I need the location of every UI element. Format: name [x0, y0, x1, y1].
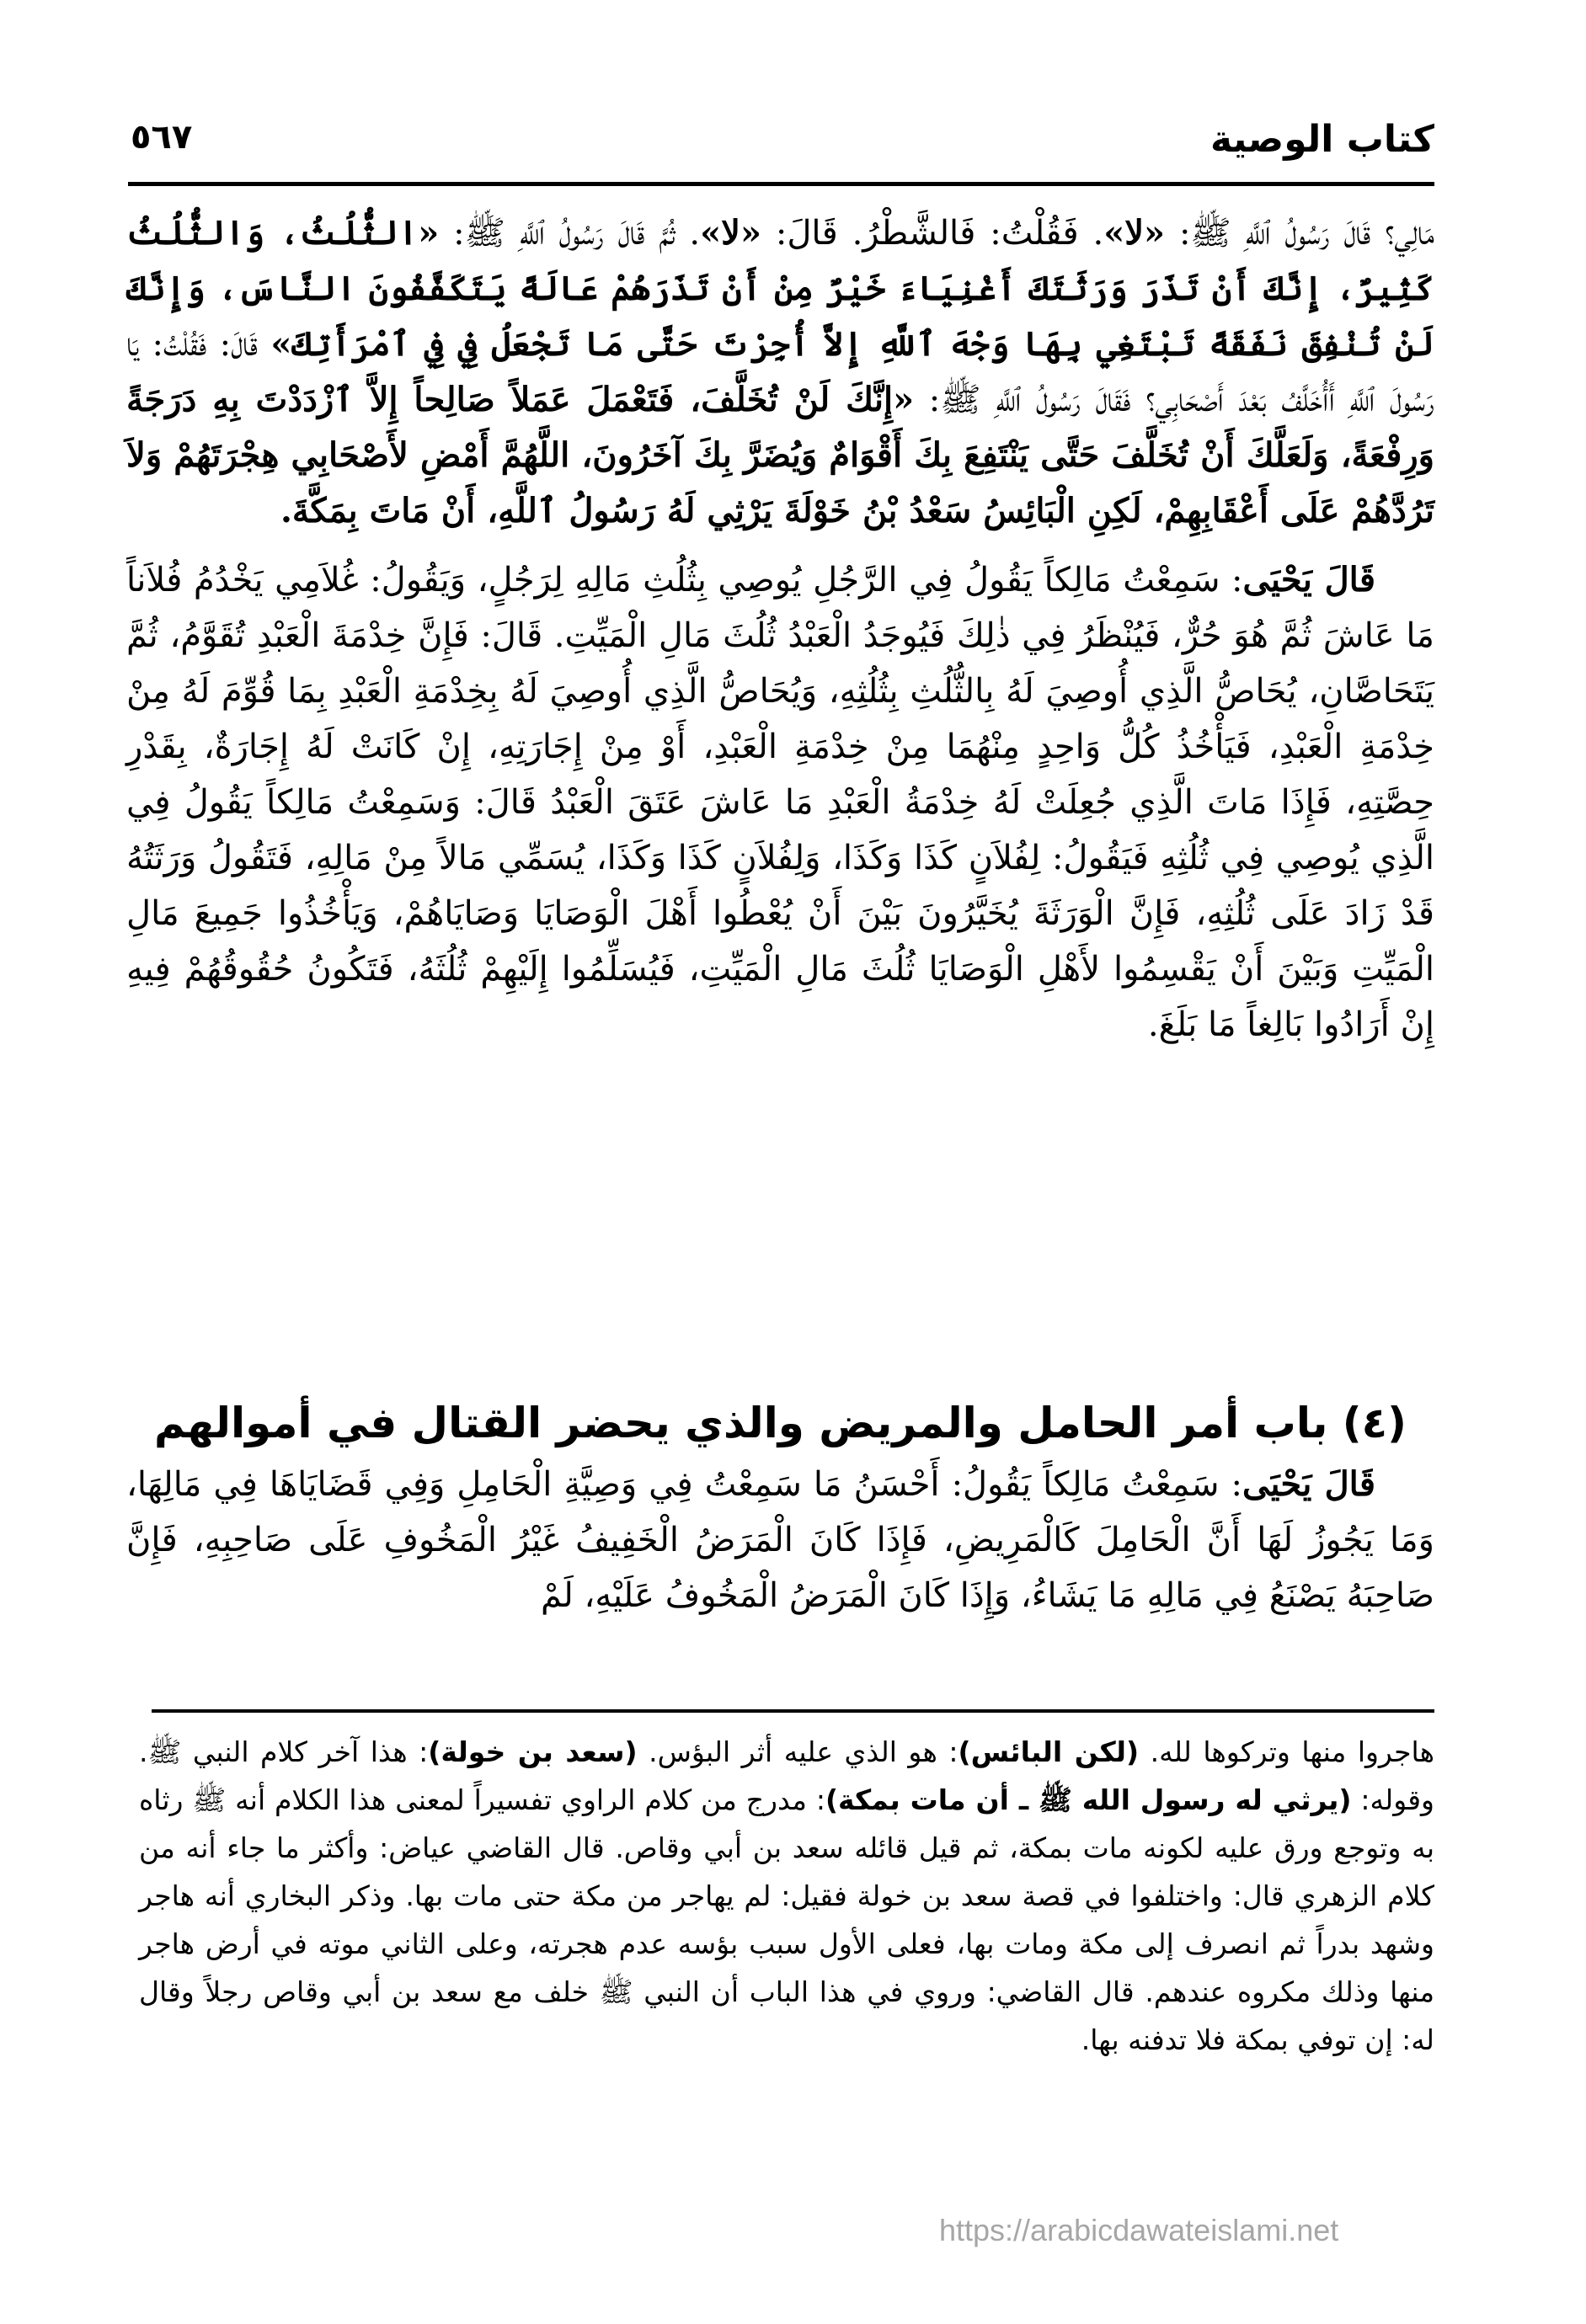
- section-text: [126, 1457, 1434, 1623]
- paragraph-yahya-1: [126, 552, 1434, 1053]
- footnote: [139, 1728, 1434, 2064]
- running-header-title: كتاب الوصية: [1210, 118, 1434, 161]
- text-run: : سَمِعْتُ مَالِكاً يَقُولُ: أَحْسَنُ مَا سَمِعْتُ فِي وَصِيَّةِ الْحَامِلِ وَفِي قَضَايَاهَا فِي مَالِهَا، وَمَا يَجُوزُ لَهَا أَنَّ الْحَامِلَ كَالْمَرِيضِ، فَإِذَا كَانَ الْمَرَضُ الْخَفِيفُ غَيْرُ الْمَخُوفِ عَلَى صَاحِبِهِ، فَإِنَّ صَاحِبَهُ يَصْنَعُ فِي مَالِهِ مَا يَشَاءُ، وَإِذَا كَانَ الْمَرَضُ الْمَخُوفُ عَلَيْهِ، لَمْ: [126, 1465, 1434, 1615]
- main-text: [126, 205, 1434, 1053]
- text-run: مَالِي؟ قَالَ رَسُولُ ٱللَّهِ ﷺ:: [1165, 214, 1434, 253]
- footnote-paragraph: [139, 1728, 1434, 2064]
- section-heading: (٤) باب أمر الحامل والمريض والذي يحضر القتال في أموالهم: [153, 1399, 1407, 1447]
- paragraph-yahya-2: [126, 1457, 1434, 1623]
- text-run: هاجروا منها وتركوها لله.: [1139, 1735, 1434, 1768]
- text-run: : هو الذي عليه أثر البؤس.: [637, 1735, 959, 1768]
- quote-run: «لا»: [1103, 213, 1166, 253]
- paragraph-hadith: [126, 205, 1434, 539]
- text-run: قَالَ: فَقُلْتُ: يَا رَسُولَ ٱللَّهِ أَأُخَلَّفُ بَعْدَ أَصْحَابِي؟ فَقَالَ رَسُولُ ٱللَّهِ ﷺ:: [126, 325, 1435, 419]
- page-number: ٥٦٧: [131, 118, 193, 157]
- text-run: . ثُمَّ قَالَ رَسُولُ ٱللَّهِ ﷺ:: [439, 214, 701, 253]
- speaker-label: قَالَ يَحْيَى: [1242, 560, 1375, 600]
- watermark-url: https://arabicdawateislami.net: [939, 2213, 1339, 2247]
- footnote-divider: [152, 1709, 1434, 1713]
- quote-run: «لا»: [700, 213, 761, 253]
- term-run: (لكن البائس): [958, 1735, 1140, 1768]
- term-run: (يرثي له رسول الله ﷺ ـ أن مات بمكة): [825, 1783, 1352, 1816]
- quote-run: «إِنَّكَ لَنْ تُخَلَّفَ، فَتَعْمَلَ عَمَلاً صَالِحاً إِلاَّ ٱزْدَدْتَ بِهِ دَرَجَةً وَرِفْعَةً، وَلَعَلَّكَ أَنْ تُخَلَّفَ حَتَّى يَنْتَفِعَ بِكَ أَقْوَامٌ وَيُضَرَّ بِكَ آخَرُونَ، اللَّهُمَّ أَمْضِ لأَصْحَابِي هِجْرَتَهُمْ وَلاَ تَرُدَّهُمْ عَلَى أَعْقَابِهِمْ، لَكِنِ الْبَائِسُ سَعْدُ بْنُ خَوْلَةَ يَرْثِي لَهُ رَسُولُ ٱللَّهِ، أَنْ مَاتَ بِمَكَّةَ.: [126, 380, 1434, 530]
- text-run: : هذا آخر كلام النبي ﷺ. وقوله:: [139, 1735, 1434, 1816]
- quote-run: «الثُّلُثُ، وَالثُّلُثُ كَثِيرٌ، إِنَّكَ أَنْ تَذَرَ وَرَثَتَكَ أَغْنِيَاءَ خَيْرٌ مِنْ أَنْ تَذَرَهُمْ عَالَةً يَتَكَفَّفُونَ النَّاسَ، وَإِنَّكَ لَنْ تُنْفِقَ نَفَقَةً تَبْتَغِي بِهَا وَجْهَ ٱللَّهِ إِلاَّ أُجِرْتَ حَتَّى مَا تَجْعَلُ فِي فِي ٱمْرَأَتِكَ»: [126, 213, 1434, 364]
- text-run: : سَمِعْتُ مَالِكاً يَقُولُ فِي الرَّجُلِ يُوصِي بِثُلُثِ مَالِهِ لِرَجُلٍ، وَيَقُولُ: غُلاَمِي يَخْدُمُ فُلاَناً مَا عَاشَ ثُمَّ هُوَ حُرٌّ، فَيُنْظَرُ فِي ذٰلِكَ فَيُوجَدُ الْعَبْدُ ثُلُثَ مَالِ الْمَيِّتِ. قَالَ: فَإِنَّ خِدْمَةَ الْعَبْدِ تُقَوَّمُ، ثُمَّ يَتَحَاصَّانِ، يُحَاصُّ الَّذِي أُوصِيَ لَهُ بِالثُّلُثِ بِثُلُثِهِ، وَيُحَاصُّ الَّذِي أُوصِيَ لَهُ بِخِدْمَةِ الْعَبْدِ بِمَا قُوِّمَ لَهُ مِنْ خِدْمَةِ الْعَبْدِ، فَيَأْخُذُ كُلُّ وَاحِدٍ مِنْهُمَا مِنْ خِدْمَةِ الْعَبْدِ، أَوْ مِنْ إِجَارَتِهِ، إِنْ كَانَتْ لَهُ إِجَارَةٌ، بِقَدْرِ حِصَّتِهِ، فَإِذَا مَاتَ الَّذِي جُعِلَتْ لَهُ خِدْمَةُ الْعَبْدِ مَا عَاشَ عَتَقَ الْعَبْدُ قَالَ: وَسَمِعْتُ مَالِكاً يَقُولُ فِي الَّذِي يُوصِي فِي ثُلُثِهِ فَيَقُولُ: لِفُلاَنٍ كَذَا وَكَذَا، وَلِفُلاَنٍ كَذَا وَكَذَا، يُسَمِّي مَالاً مِنْ مَالِهِ، فَتَقُولُ وَرَثَتُهُ قَدْ زَادَ عَلَى ثُلُثِهِ، فَإِنَّ الْوَرَثَةَ يُخَيَّرُونَ بَيْنَ أَنْ يُعْطُوا أَهْلَ الْوَصَايَا وَصَايَاهُمْ، وَيَأْخُذُوا جَمِيعَ مَالِ الْمَيِّتِ وَبَيْنَ أَنْ يَقْسِمُوا لأَهْلِ الْوَصَايَا ثُلُثَ مَالِ الْمَيِّتِ، فَيُسَلِّمُوا إِلَيْهِمْ ثُلُثَهُ، فَتَكُونُ حُقُوقُهُمْ فِيهِ إِنْ أَرَادُوا بَالِغاً مَا بَلَغَ.: [126, 561, 1434, 1044]
- text-run: : مدرج من كلام الراوي تفسيراً لمعنى هذا الكلام أنه ﷺ رثاه به وتوجع ورق عليه لكونه مات بمكة، ثم قيل قائله سعد بن أبي وقاص. قال القاضي عياض: وأكثر ما جاء أنه من كلام الزهري قال: واختلفوا في قصة سعد بن خولة فقيل: لم يهاجر من مكة حتى مات بها. وذكر البخاري أنه هاجر وشهد بدراً ثم انصرف إلى مكة ومات بها، فعلى الأول سبب بؤسه عدم هجرته، وعلى الثاني موته في أرض هاجر منها وذلك مكروه عندهم. قال القاضي: وروي في هذا الباب أن النبي ﷺ خلف مع سعد بن أبي وقاص رجلاً وقال له: إن توفي بمكة فلا تدفنه بها.: [139, 1783, 1434, 2056]
- speaker-label: قَالَ يَحْيَى: [1242, 1464, 1375, 1504]
- term-run: (سعد بن خولة): [428, 1735, 638, 1768]
- header-divider: [128, 182, 1434, 186]
- text-run: . فَقُلْتُ: فَالشَّطْرُ. قَالَ:: [761, 214, 1104, 253]
